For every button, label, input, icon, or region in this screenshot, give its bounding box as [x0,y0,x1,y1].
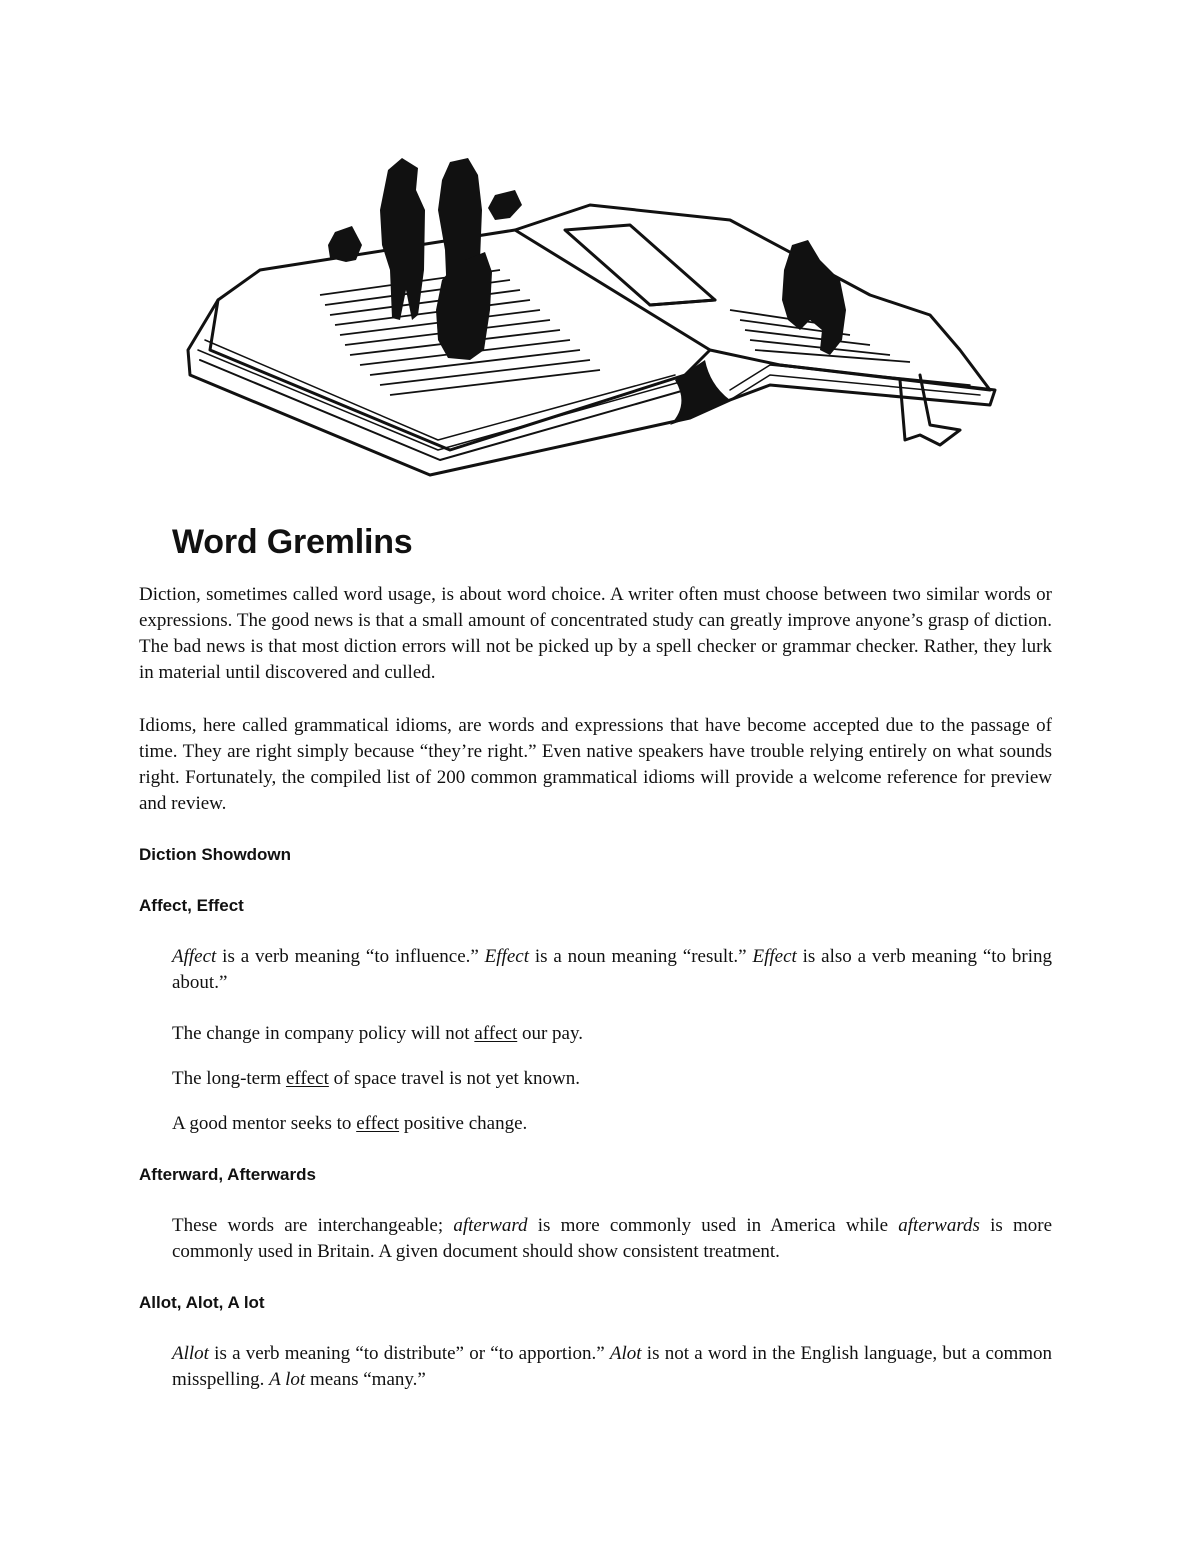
example-keyword: effect [356,1113,400,1134]
intro-paragraph-1: Diction, sometimes called word usage, is about word choice. A writer often must choose between two similar words or expressions. The good news is that a small amount of concentrated study can greatly improve anyone’s grasp of diction. The bad news is that most diction errors will not be picked up by a spell checker or grammar checker. Rather, they lurk in material until discovered and culled. [139,584,1052,683]
entry-heading-allot: Allot, Alot, A lot [139,1293,265,1312]
example-sentence-2 [172,1066,1052,1092]
example-sentence-3 [172,1111,1052,1137]
term-affect: Affect [172,946,217,967]
section-heading: Diction Showdown [139,845,292,864]
definition-text: is also a verb meaning “to bring about.” [172,946,1052,993]
definition-text: is a noun meaning “result.” [528,946,753,967]
term-afterward: afterward [453,1215,528,1236]
entry-heading-afterward: Afterward, Afterwards [139,1165,316,1184]
example-text: of space travel is not yet known. [328,1068,581,1089]
definition-text: is a verb meaning “to influence.” [216,946,485,967]
example-text: A good mentor seeks to [172,1113,357,1134]
example-text: positive change. [399,1113,528,1134]
allot-definition [172,1341,1052,1393]
definition-text: means “many.” [305,1369,426,1390]
example-text: our pay. [517,1023,584,1044]
document-body [139,582,1052,1393]
example-sentence-1 [172,1021,1052,1047]
term-alot: Alot [609,1343,642,1364]
document-title: Word Gremlins [172,523,413,561]
afterward-definition [172,1213,1052,1265]
definition-text: is a verb meaning “to distribute” or “to apportion.” [208,1343,610,1364]
example-keyword: effect [285,1068,329,1089]
book-gremlins-illustration [170,150,1010,480]
term-a-lot: A lot [269,1369,306,1390]
term-effect: Effect [752,946,797,967]
intro-paragraph-2: Idioms, here called grammatical idioms, are words and expressions that have become accepted due to the passage of time. They are right simply because “they’re right.” Even native speakers have trouble relying entirely on what sounds right. Fortunately, the compiled list of 200 common grammatical idioms will provide a welcome reference for preview and review. [139,715,1052,814]
term-effect: Effect [484,946,529,967]
definition-text: These words are interchangeable; [172,1215,454,1236]
affect-effect-definition [172,944,1052,996]
example-text: The change in company policy will not [172,1023,475,1044]
definition-text: is more commonly used in Britain. A given document should show consistent treatment. [172,1215,1053,1262]
example-text: The long-term [172,1068,286,1089]
example-keyword: affect [474,1023,518,1044]
definition-text: is not a word in the English language, but a common misspelling. [172,1343,1053,1390]
definition-text: is more commonly used in America while [527,1215,899,1236]
entry-heading-affect-effect: Affect, Effect [139,896,244,915]
term-afterwards: afterwards [898,1215,980,1236]
term-allot: Allot [172,1343,209,1364]
